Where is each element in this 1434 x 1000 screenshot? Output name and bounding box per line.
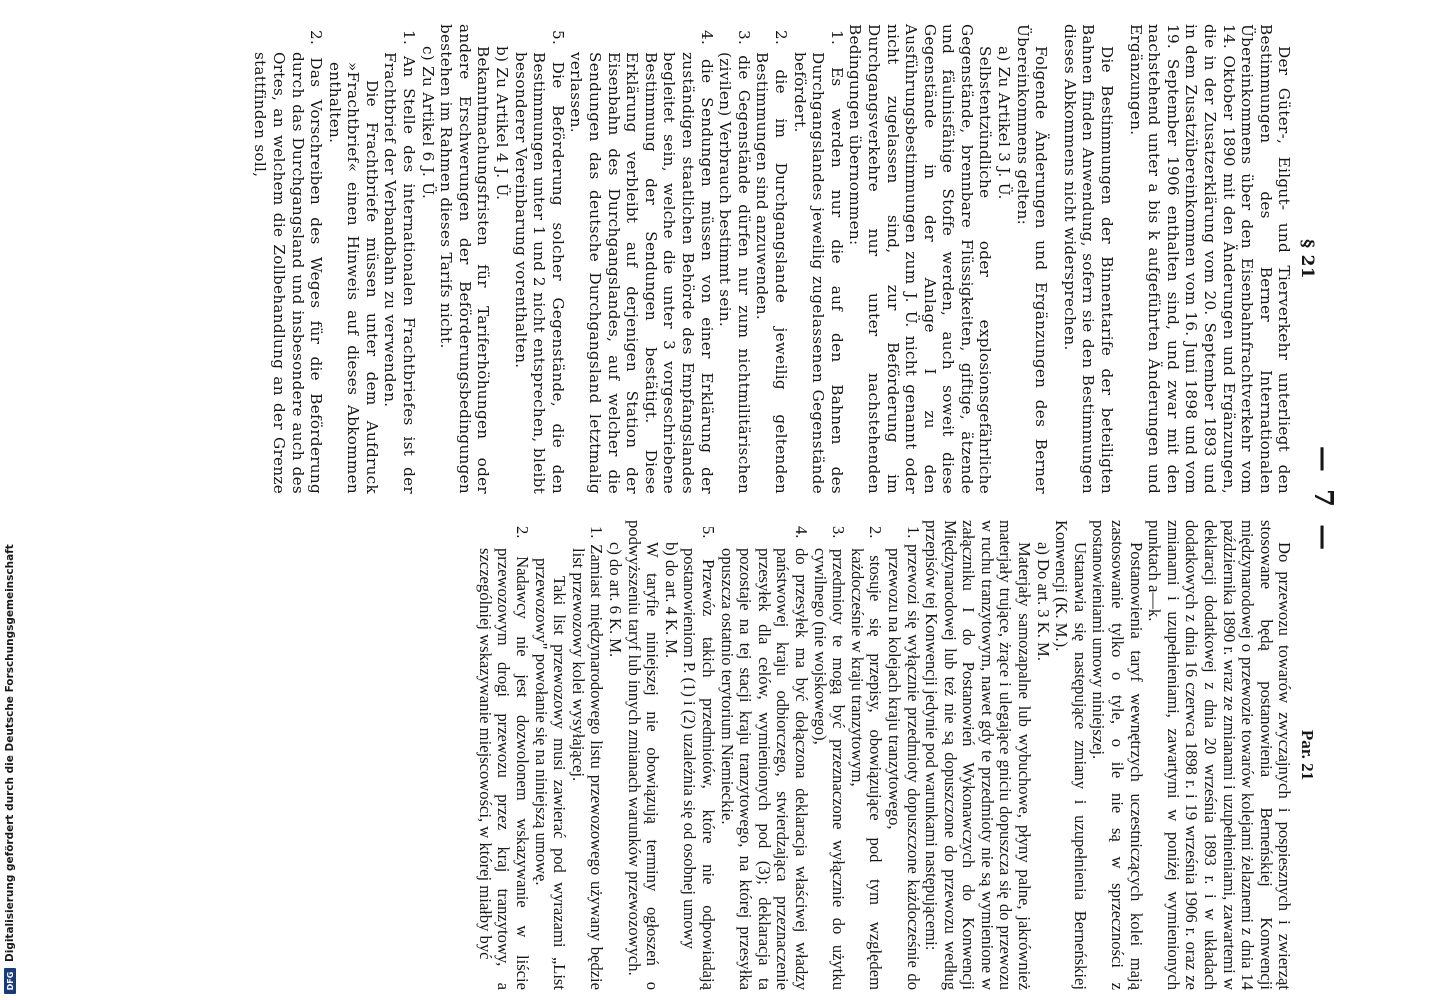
- polish-a-item: 4. do przesyłek ma być dołączona deklaracja właściwej władzy państwowej kraju odbiorczego, stwierdzająca przeznaczenie przesyłek dla celów, wymienionych pod (3); deklaracja ta pozostaje na tej stacji kraju tranzytowego, na której przesyłka opuszcza ostatnio terytorium Niemieckie.: [717, 526, 811, 990]
- german-a-item: 3. die Gegenstände dürfen nur zum nichtmilitärischen (zivilen) Verbrauch bestimmt sein.: [716, 30, 753, 494]
- polish-c-note: Taki list przewozowy musi zawierać pod wyrazami „List przewozowy" powołanie się na niniejszą umowę.: [531, 558, 570, 990]
- german-section-heading: § 21: [1297, 239, 1317, 279]
- polish-intro: Do przewozu towarów zwyczajnych i pospiesznych i zwierząt stosowane będą postanowienia Berneńskiej Konwencji międzynarodowej o przewozie towarów kolejami żelaznemi z dnia 14 października 1890 r. wraz ze zmianami i uzupełnieniami, zawartemi w deklaracji dodatkowej z dnia 20 września 1893 r. i w układach dodatkowych z dnia 16 czerwca 1898 r. i 19 września 1906 r. oraz ze zmianami i uzupełnieniami, zawartymi w poniżej wymienionych punktach a—k.: [1145, 520, 1295, 990]
- polish-column: [276, 520, 1316, 990]
- german-c-heading: c) Zu Artikel 6 J. Ü.: [418, 46, 437, 200]
- german-a-heading: a) Zu Artikel 3 J. Ü.: [995, 46, 1014, 200]
- polish-a-text: Materjały samozapalne lub wybuchowe, płyny palne, jakrównież materjały trujące, żrące i ulegające gniciu dopuszcza się do przewozu w ruchu tranzytowym, nawet gdy te przedmioty nie są wymienione w załączniku I do Postanowień Wykonawczych do Konwencji Międzynarodowej lub też nie są dopuszczone do przewozu według przepisów tej Konwencji jedynie pod warunkami następującemi:: [922, 520, 1035, 990]
- polish-b-text: W taryfie niniejszej nie obowiązują terminy ogłoszeń o podwyższeniu taryf lub innych zmianach warunków przewozowych.: [624, 520, 663, 990]
- german-a-item: 1. Es werden nur die auf den Bahnen des Durchgangslandes jeweilig zugelassenen Gegenstände befördert.: [790, 30, 846, 494]
- polish-b-heading: b) do art. 4 K. M.: [661, 542, 681, 659]
- german-b-text: Bekanntmachungsfristen für Tariferhöhungen oder andere Erschwerungen der Beförderungsbedingungen bestehen im Rahmen dieses Tarifs nicht.: [437, 24, 493, 494]
- german-a-item: 4. die Sendungen müssen von einer Erklärung der zuständigen staatlichen Behörde des Empfangslandes begleitet sein, welche die unter 3 vorgeschriebene Bestimmung der Sendungen bestätigt. Diese Erklärung verbleibt auf derjenigen Station der Eisenbahn des Durchgangslandes, auf welcher die Sendungen das deutsche Durchgangsland letztmalig verlassen.: [567, 30, 716, 494]
- footer-attribution: Digitalisierung gefördert durch die Deutsche Forschungsgemeinschaft: [4, 544, 16, 962]
- polish-c-heading: c) do art. 6 K. M.: [606, 542, 626, 658]
- german-tariffs: Die Bestimmungen der Binnentarife der beteiligten Bahnen finden Anwendung, sofern sie den Bestimmungen dieses Abkommens nicht widersprechen.: [1060, 24, 1117, 494]
- footer-strip: [0, 0, 20, 1000]
- polish-a-item: 1. przewozi się wyłącznie przedmioty dopuszczone każdocześnie do przewozu na kolejach kraju tranzytowego,: [884, 526, 923, 990]
- german-c-item: 2. Das Vorschreiben des Weges für die Beförderung durch das Durchgangsland und insbesondere auch des Ortes, an welchem die Zollbehandlung an der Grenze stattfinden soll,: [251, 30, 326, 494]
- polish-a-item: 2. stosuje się przepisy, obowiązujące pod tym względem każdocześnie w kraju tranzytowym,: [847, 526, 886, 990]
- polish-following: Ustanawia się następujące zmiany i uzupełnienia Berneńskiej Konwencji (K. M.).: [1052, 520, 1090, 990]
- german-a-item: 5. Die Beförderung solcher Gegenstände, die den Bestimmungen unter 1 und 2 nicht entsprechen, bleibt besonderer Vereinbarung vorenthalten.: [511, 30, 567, 494]
- polish-a-item: 5. Przewóz takich przedmiotów, które nie odpowiadają postanowieniom P. (1) i (2) uzależnia się od osobnej umowy: [680, 526, 718, 990]
- german-a-text: Selbstentzündliche oder explosionsgefährliche Gegenstände, brennbare Flüssigkeiten, giftige, ätzende und fäulnisfähige Stoffe werden, auch soweit diese Gegenstände in der Anlage I zu den Ausführungsbestimmungen zum J. Ü. nicht genannt oder nicht zugelassen sind, zur Beförderung im Durchgangsverkehre nur unter nachstehenden Bedingungen übernommen:: [846, 24, 995, 494]
- polish-c-item: 1. Zamiast międzynarodowego listu przewozowego używany będzie list przewozowy kolei wysyłającej.: [568, 526, 607, 990]
- german-b-heading: b) Zu Artikel 4 J. Ü.: [493, 46, 512, 201]
- german-c-item: 1. An Stelle des internationalen Frachtbriefes ist der Frachtbrief der Verbandbahn zu verwenden.: [381, 30, 419, 494]
- polish-section-heading: Par. 21: [1298, 729, 1317, 781]
- german-intro: Der Güter-, Eilgut- und Tierverkehr unterliegt den Bestimmungen des Berner Internationalen Übereinkommens über den Eisenbahnfrachtverkehr vom 14. Oktober 1890 mit den Änderungen und Ergänzungen, die in der Zusatzerklärung vom 20. September 1893 und in dem Zusatzübereinkommen vom 16. Juni 1898 und vom 19. September 1906 enthalten sind, und zwar mit den nachstehend unter a bis k aufgeführten Änderungen und Ergänzungen.: [1126, 24, 1294, 494]
- polish-tariffs: Postanowienia taryf wewnętrzych uczestniczących kolei mają zastosowanie tylko o tyle, o ile nie są w sprzeczności z postanowieniami umowy niniejszej.: [1089, 520, 1146, 990]
- dfg-logo-icon: DFG: [4, 968, 16, 994]
- german-column: [251, 24, 1317, 494]
- polish-a-heading: a) Do art. 3 K. M.: [1033, 542, 1053, 661]
- german-a-item: 2. die im Durchgangslande jeweilig geltenden Bestimmungen sind anzuwenden.: [753, 30, 790, 494]
- polish-c-item: 2. Nadawcy nie jest dozwolonem wskazywanie w liście przewozowym drogi przewozu przez kraj tranzytowy, a szczególniej wskazywanie miejscowości, w której miałby być: [475, 526, 533, 990]
- page-number: — 7 —: [1308, 445, 1338, 555]
- german-c-note: Die Frachtbriefe müssen unter dem Aufdruck »Frachtbrief« einen Hinweis auf dieses Abkommen enthalten.: [325, 62, 381, 494]
- german-following: Folgende Änderungen und Ergänzungen des Berner Übereinkommens gelten:: [1013, 24, 1051, 494]
- polish-a-item: 3. przedmioty te mogą być przeznaczone wyłącznie do użytku cywilnego (nie wojskowego),: [810, 526, 849, 990]
